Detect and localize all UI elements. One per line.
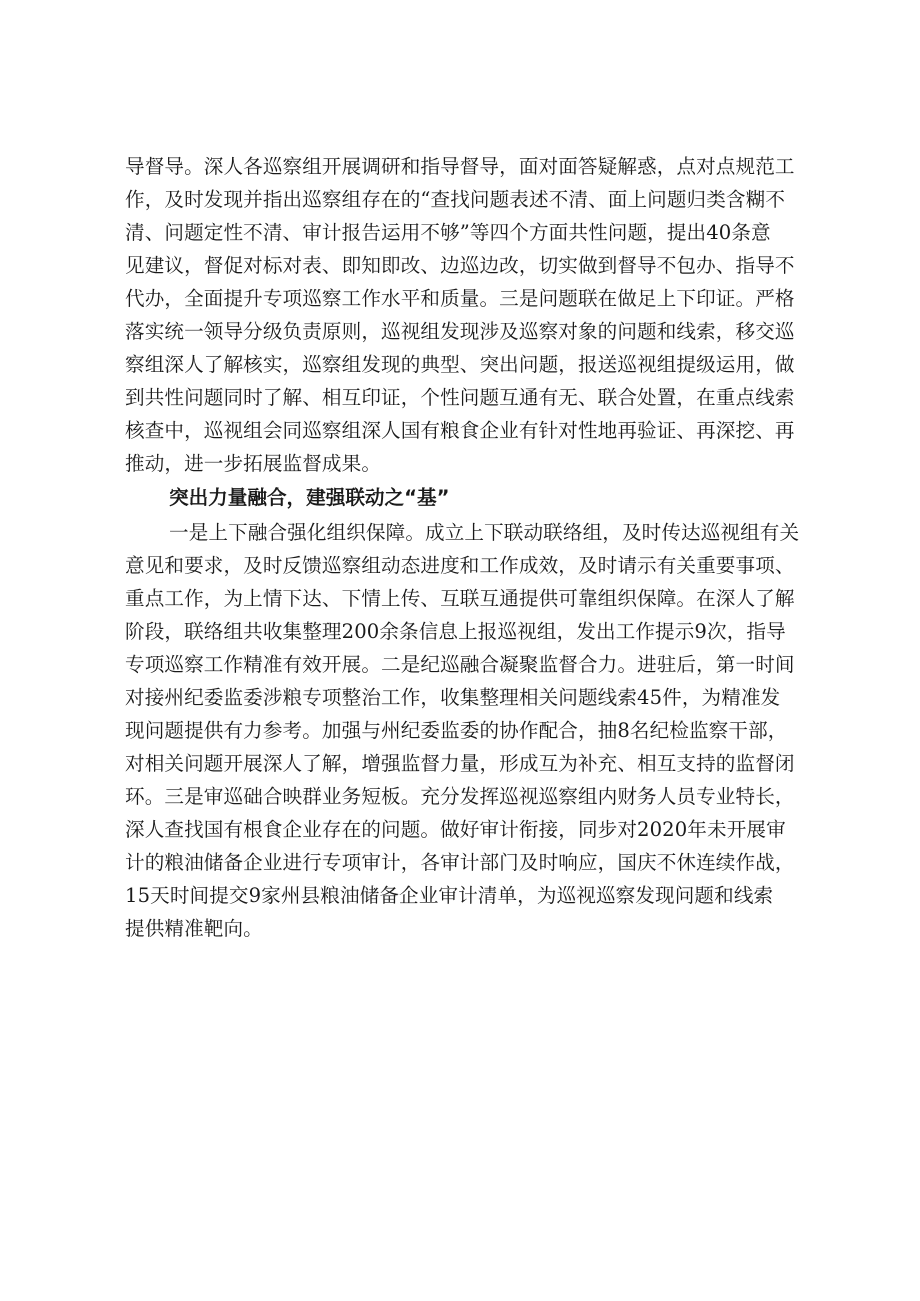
paragraph-line: 核查中，巡视组会同巡察组深人国有粮食企业有针对性地再验证、再深挖、再 bbox=[125, 419, 795, 442]
paragraph-line: 环。三是审巡础合映群业务短板。充分发挥巡视巡察组内财务人员专业特长， bbox=[125, 785, 795, 808]
paragraph-line: 清、问题定性不清、审计报告运用不够”等四个方面共性问题，提出40条意 bbox=[125, 221, 771, 244]
paragraph-line: 对接州纪委监委涉粮专项整治工作，收集整理相关问题线索45件，为精准发 bbox=[125, 686, 781, 709]
paragraph-line: 专项巡察工作精准有效开展。二是纪巡融合凝聚监督合力。进驻后，第一时间 bbox=[125, 653, 795, 676]
paragraph-line: 察组深人了解核实，巡察组发现的典型、突出问题，报送巡视组提级运用，做 bbox=[125, 353, 795, 376]
paragraph-line: 代办，全面提升专项巡察工作水平和质量。三是问题联在做足上下印证。严格 bbox=[125, 287, 795, 310]
paragraph-line: 15天时间提交9家州县粮油储备企业审计清单，为巡视巡察发现问题和线索 bbox=[125, 884, 774, 907]
paragraph-line: 现问题提供有力参考。加强与州纪委监委的协作配合，抽8名纪检监察干部， bbox=[125, 719, 788, 742]
paragraph-2 bbox=[125, 516, 825, 945]
paragraph-line: 计的粮油储备企业进行专项审计，各审计部门及时响应，国庆不休连续作战， bbox=[125, 851, 795, 874]
document-body bbox=[125, 150, 825, 945]
section-heading: 突出力量融合，建强联动之“基” bbox=[169, 486, 450, 509]
paragraph-line: 到共性问题同时了解、相互印证，个性问题互通有无、联合处置，在重点线索 bbox=[125, 386, 795, 409]
paragraph-line: 见建议，督促对标对表、即知即改、边巡边改，切实做到督导不包办、指导不 bbox=[125, 254, 795, 277]
paragraph-line: 意见和要求，及时反馈巡察组动态进度和工作成效，及时请示有关重要事项、 bbox=[125, 554, 795, 577]
paragraph-line: 推动，进一步拓展监督成果。 bbox=[125, 452, 382, 475]
paragraph-line: 阶段，联络组共收集整理200余条信息上报巡视组，发出工作提示9次，指导 bbox=[125, 620, 786, 643]
paragraph-line: 一是上下融合强化组织保障。成立上下联动联络组，及时传达巡视组有关 bbox=[169, 521, 800, 544]
paragraph-1 bbox=[125, 150, 825, 480]
paragraph-line: 提供精准靶向。 bbox=[125, 917, 263, 940]
paragraph-line: 作，及时发现并指出巡察组存在的“查找问题表述不清、面上问题归类含糊不 bbox=[125, 188, 786, 211]
paragraph-line: 对相关问题开展深人了解，增强监督力量，形成互为补充、相互支持的监督闭 bbox=[125, 752, 795, 775]
paragraph-line: 深人查找国有根食企业存在的问题。做好审计衔接，同步对2020年未开展审 bbox=[125, 818, 786, 841]
paragraph-line: 导督导。深人各巡察组开展调研和指导督导，面对面答疑解惑，点对点规范工 bbox=[125, 155, 795, 178]
paragraph-line: 落实统一领导分级负责原则，巡视组发现涉及巡察对象的问题和线索，移交巡 bbox=[125, 320, 795, 343]
paragraph-line: 重点工作，为上情下达、下情上传、互联互通提供可靠组织保障。在深人了解 bbox=[125, 587, 795, 610]
